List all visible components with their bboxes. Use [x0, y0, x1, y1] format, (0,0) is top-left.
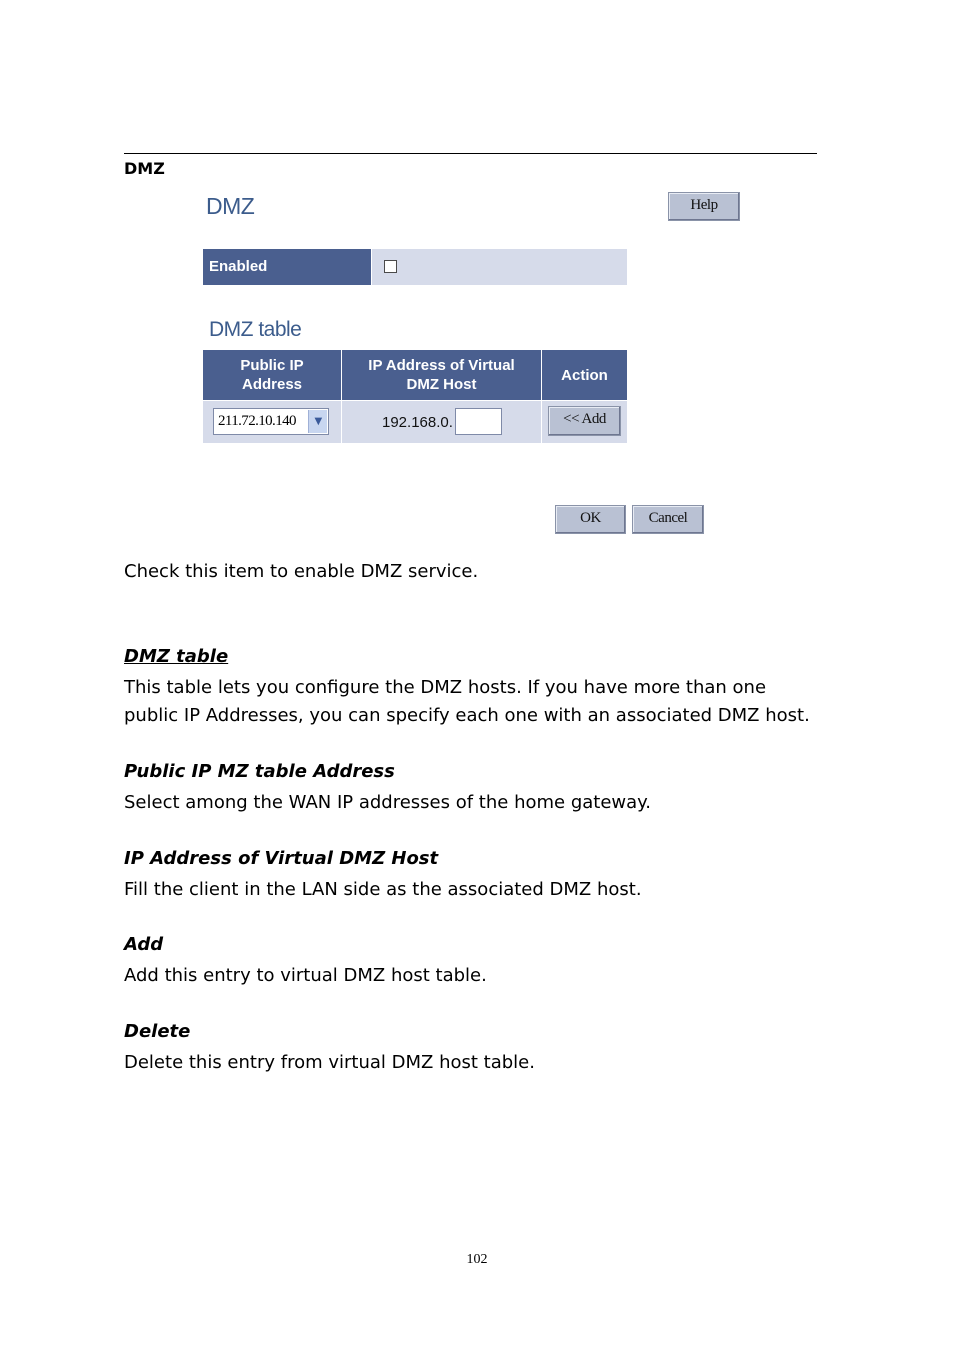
enable-description: Check this item to enable DMZ service.	[124, 561, 479, 582]
virtual-host-text: Fill the client in the LAN side as the associated DMZ host.	[124, 879, 642, 900]
page-number: 102	[466, 1252, 488, 1267]
dmz-table-heading: DMZ table	[124, 646, 229, 667]
ip-suffix-input[interactable]	[455, 408, 502, 435]
public-ip-select[interactable]	[213, 408, 329, 435]
ip-prefix: 192.168.0.	[382, 414, 453, 431]
add-heading: Add	[124, 934, 164, 955]
add-text: Add this entry to virtual DMZ host table.	[124, 965, 487, 986]
enabled-cell	[372, 249, 627, 285]
dmz-table-text-line-2: public IP Addresses, you can specify each one with an associated DMZ host.	[124, 705, 810, 726]
ok-button[interactable]: OK	[555, 505, 626, 534]
cancel-button[interactable]: Cancel	[632, 505, 704, 534]
enabled-label: Enabled	[203, 249, 371, 285]
public-ip-select-value: 211.72.10.140	[218, 413, 296, 429]
dmz-table-text-line-1: This table lets you configure the DMZ hosts. If you have more than one	[124, 677, 767, 698]
delete-text: Delete this entry from virtual DMZ host table.	[124, 1052, 535, 1073]
delete-heading: Delete	[124, 1021, 191, 1042]
add-button[interactable]: << Add	[548, 406, 621, 436]
public-ip-heading: Public IP MZ table Address	[124, 761, 395, 782]
column-header-virtual-host: IP Address of Virtual DMZ Host	[342, 350, 541, 400]
column-header-public-ip: Public IP Address	[203, 350, 341, 400]
section-heading: DMZ	[124, 159, 165, 178]
chevron-down-icon[interactable]: ▼	[308, 410, 327, 433]
ui-title: DMZ	[206, 193, 255, 219]
enabled-checkbox[interactable]	[384, 260, 397, 273]
help-button[interactable]: Help	[668, 192, 740, 221]
virtual-host-heading: IP Address of Virtual DMZ Host	[124, 848, 439, 869]
column-header-action: Action	[542, 350, 627, 400]
public-ip-text: Select among the WAN IP addresses of the home gateway.	[124, 792, 651, 813]
dmz-table-title: DMZ table	[209, 318, 302, 341]
top-rule	[124, 153, 817, 154]
